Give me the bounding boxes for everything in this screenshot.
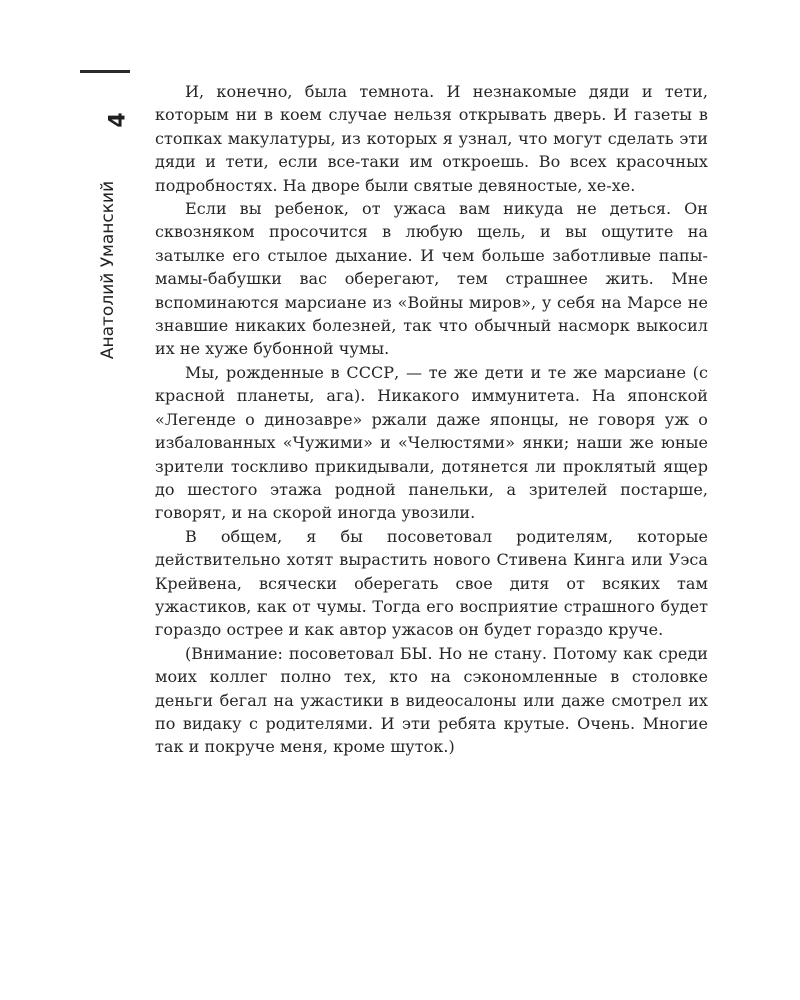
page-number: 4 [105,112,131,128]
running-head-author: Анатолий Уманский [98,180,118,360]
paragraph-3: Мы, рожденные в СССР, — те же дети и те же марсиане (с красной планеты, ага). Никакого иммунитета. На японской «Легенде о динозавре» ржали даже японцы, не говоря уж о избалованных «Чужими» и «Челюстями» янки; наши же юные зрители тоскливо прикидывали, дотянется ли проклятый ящер до шестого этажа родной панельки, а зрителей постарше, говорят, и на скорой иногда увозили. [155,362,708,523]
body-text [155,80,708,759]
paragraph-4: В общем, я бы посоветовал родителям, которые действительно хотят вырастить нового Стивена Кинга или Уэса Крейвена, всячески оберегать свое дитя от всяких там ужастиков, как от чумы. Тогда его восприятие страшного будет гораздо острее и как автор ужасов он будет гораздо круче. [155,526,708,640]
paragraph-5: (Внимание: посоветовал БЫ. Но не стану. Потому как среди моих коллег полно тех, кто на сэкономленные в столовке деньги бегал на ужастики в видеосалоны или даже смотрел их по видаку с родителями. И эти ребята крутые. Очень. Многие так и покруче меня, кроме шуток.) [155,643,708,757]
paragraph-1: И, конечно, была темнота. И незнакомые дяди и тети, которым ни в коем случае нельзя открывать дверь. И газеты в стопках макулатуры, из которых я узнал, что могут сделать эти дяди и тети, если все-таки им откроешь. Во всех красочных подробностях. На дворе были святые девяностые, хе-хе. [155,82,708,195]
paragraph-2: Если вы ребенок, от ужаса вам никуда не деться. Он сквозняком просочится в любую щель, и вы ощутите на затылке его стылое дыхание. И чем больше заботливые папы-мамы-бабушки вас оберегают, тем страшнее жить. Мне вспоминаются марсиане из «Войны миров», у себя на Марсе не знавшие никаких болезней, так что обычный насморк выкосил их не хуже бубонной чумы. [155,199,708,359]
